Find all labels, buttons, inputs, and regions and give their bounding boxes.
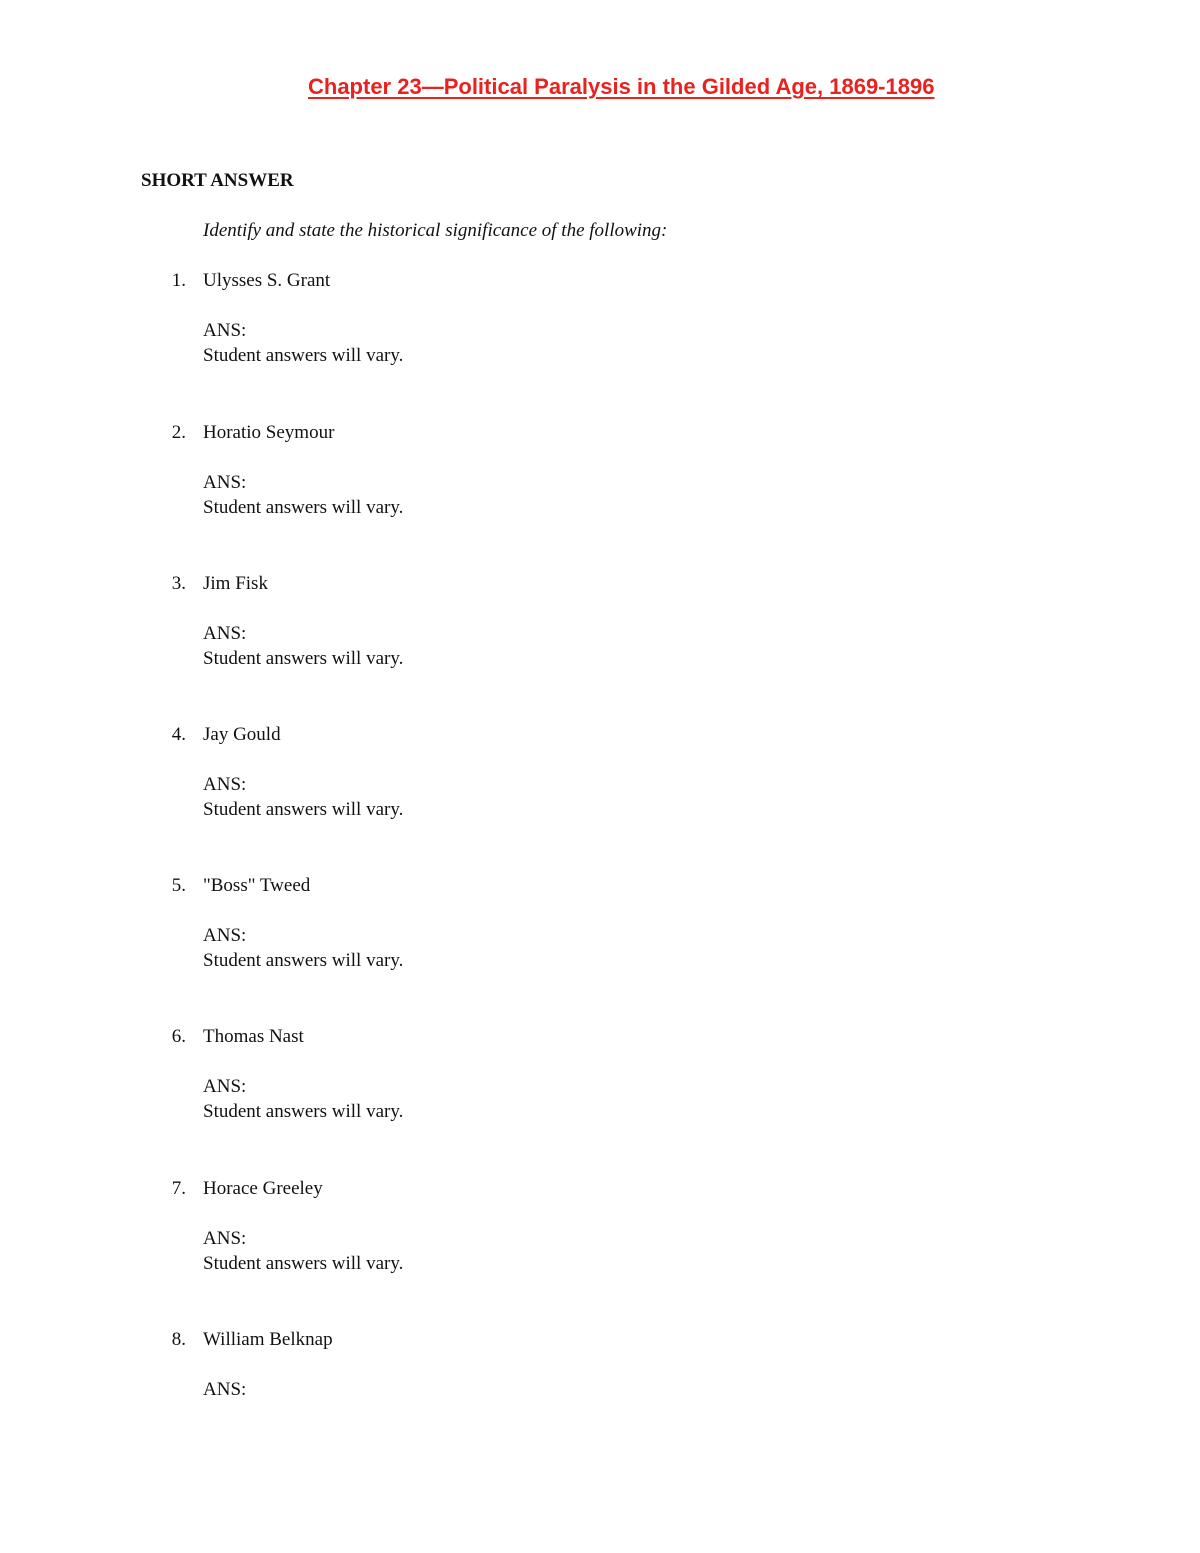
question-number: 5.: [171, 875, 186, 896]
question-term: Horace Greeley: [203, 1178, 323, 1199]
answer-label: ANS:: [203, 472, 247, 493]
answer-label: ANS:: [203, 1379, 247, 1400]
question-number: 7.: [171, 1178, 186, 1199]
question-term: Jim Fisk: [203, 573, 268, 594]
chapter-title: Chapter 23—Political Paralysis in the Gilded Age, 1869-1896: [308, 74, 935, 99]
answer-text: Student answers will vary.: [203, 497, 404, 518]
question-item: [0, 1329, 1200, 1459]
question-term: Horatio Seymour: [203, 422, 335, 443]
answer-text: Student answers will vary.: [203, 950, 404, 971]
question-item: [0, 573, 1200, 703]
question-item: [0, 724, 1200, 854]
question-number: 3.: [171, 573, 186, 594]
question-item: [0, 875, 1200, 1005]
question-number: 2.: [171, 422, 186, 443]
question-number: 8.: [171, 1329, 186, 1350]
question-term: William Belknap: [203, 1329, 333, 1350]
question-term: Jay Gould: [203, 724, 281, 745]
answer-label: ANS:: [203, 774, 247, 795]
question-term: "Boss" Tweed: [203, 875, 311, 896]
question-item: [0, 1178, 1200, 1308]
question-item: [0, 1026, 1200, 1156]
answer-label: ANS:: [203, 320, 247, 341]
answer-label: ANS:: [203, 623, 247, 644]
question-term: Ulysses S. Grant: [203, 270, 331, 291]
answer-label: ANS:: [203, 1228, 247, 1249]
answer-text: Student answers will vary.: [203, 648, 404, 669]
instructions: Identify and state the historical significance of the following:: [203, 220, 668, 241]
question-number: 1.: [171, 270, 186, 291]
section-heading: SHORT ANSWER: [141, 170, 294, 191]
question-item: [0, 270, 1200, 400]
answer-text: Student answers will vary.: [203, 799, 404, 820]
question-number: 4.: [171, 724, 186, 745]
answer-text: Student answers will vary.: [203, 1253, 404, 1274]
question-item: [0, 422, 1200, 552]
question-term: Thomas Nast: [203, 1026, 304, 1047]
answer-label: ANS:: [203, 1076, 247, 1097]
answer-text: Student answers will vary.: [203, 1101, 404, 1122]
answer-label: ANS:: [203, 925, 247, 946]
question-number: 6.: [171, 1026, 186, 1047]
answer-text: Student answers will vary.: [203, 345, 404, 366]
